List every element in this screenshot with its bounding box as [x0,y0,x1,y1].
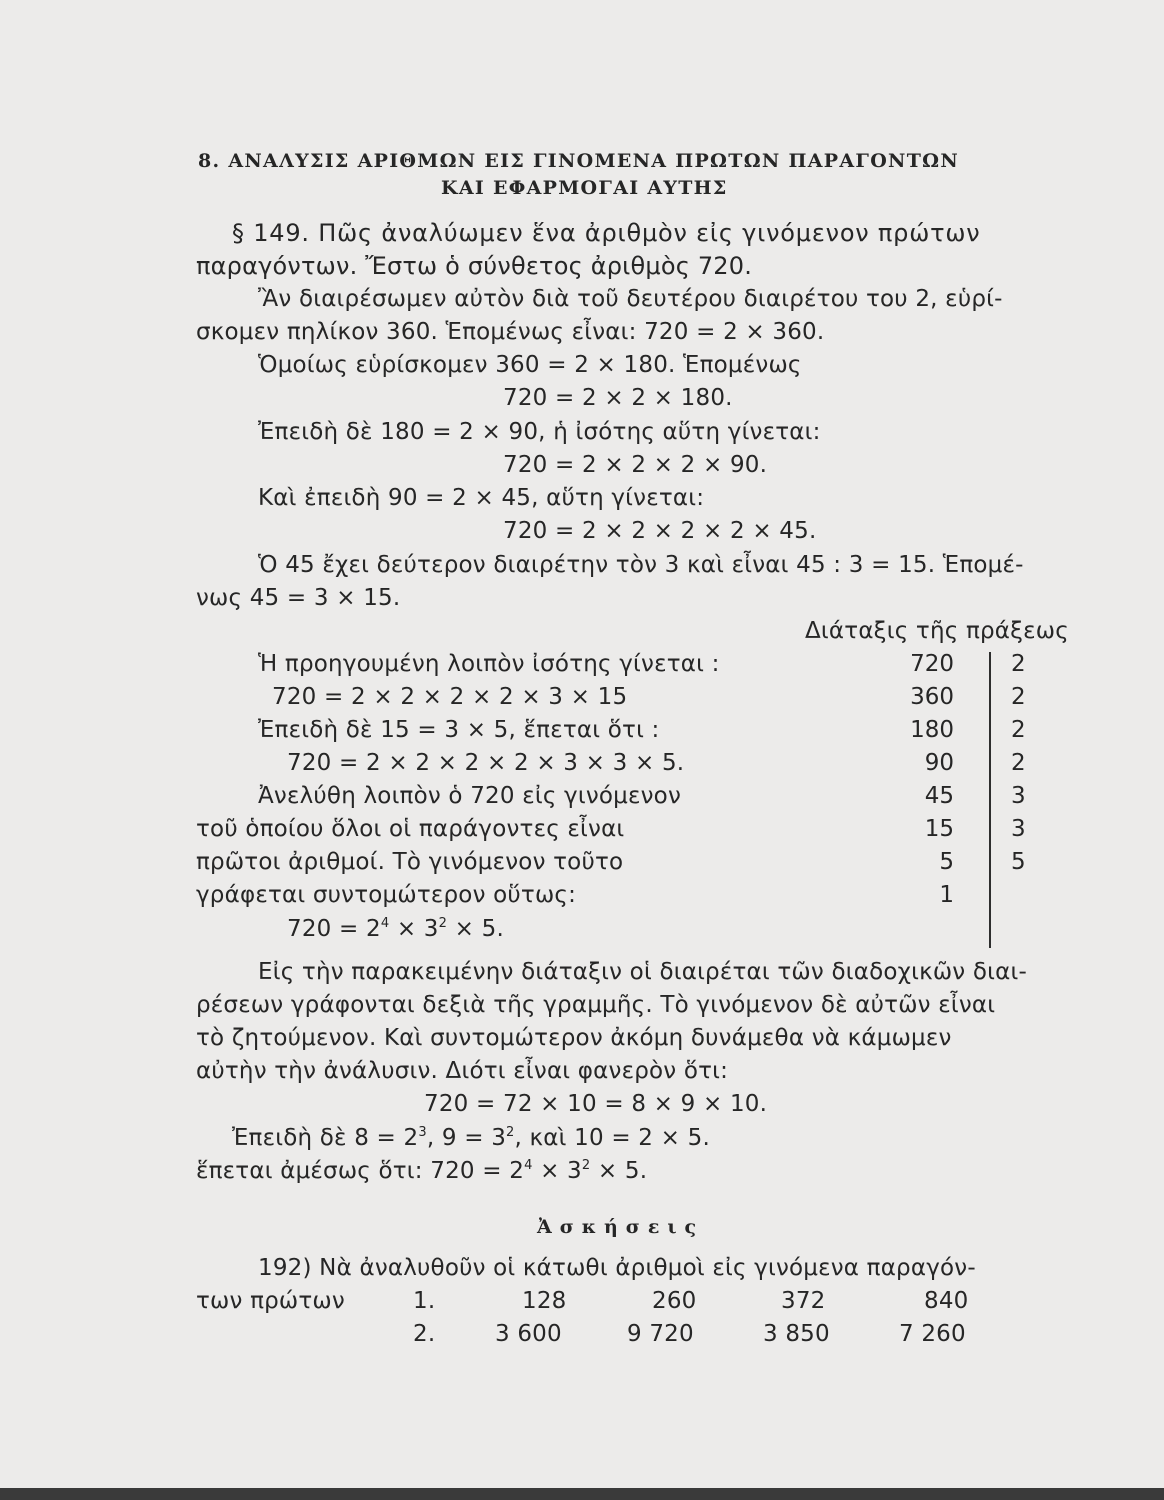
equation-part: × 5. [447,916,504,942]
equation-part: × 5. [590,1158,648,1184]
paragraph-line: τὸ ζητούμενον. Καὶ συντομώτερον ἀκόμη δυνάμεθα νὰ κάμωμεν [196,1025,952,1051]
exercise-row-label: 2. [413,1321,436,1347]
equation: 720 = 72 × 10 = 8 × 9 × 10. [424,1091,768,1117]
paragraph-line [232,1123,710,1153]
exercise-value: 128 [522,1288,567,1314]
paragraph-line: Καὶ ἐπειδὴ 90 = 2 × 45, αὕτη γίνεται: [258,485,705,511]
table-number: 45 [924,783,954,809]
scan-bottom-edge [0,1488,1164,1500]
exponent: 2 [438,916,448,931]
exercise-intro-line: των πρώτων [196,1288,345,1314]
division-table-header: Διάταξις τῆς πράξεως [805,618,1069,644]
paragraph-line: § 149. Πῶς ἀναλύωμεν ἕνα ἀριθμὸν εἰς γινόμενον πρώτων [232,219,981,247]
paragraph-line: Ὁ 45 ἔχει δεύτερον διαιρέτην τὸν 3 καὶ εἶναι 45 : 3 = 15. Ἑπομέ- [258,552,1024,578]
equation: 720 = 2 × 2 × 2 × 2 × 3 × 15 [272,684,628,710]
table-number: 180 [910,717,954,743]
equation: 720 = 2 × 2 × 2 × 2 × 3 × 3 × 5. [287,750,685,776]
exercise-value: 372 [781,1288,826,1314]
paragraph-line: τοῦ ὁποίου ὅλοι οἱ παράγοντες εἶναι [196,816,625,842]
table-divisor: 3 [1011,783,1026,809]
exercise-value: 9 720 [627,1321,694,1347]
paragraph-line: Εἰς τὴν παρακειμένην διάταξιν οἱ διαιρέται τῶν διαδοχικῶν διαι- [258,959,1027,985]
paragraph-line: σκομεν πηλίκον 360. Ἑπομένως εἶναι: 720 = 2 × 360. [196,319,825,345]
exercise-value: 3 850 [763,1321,830,1347]
equation: 720 = 2 × 2 × 180. [503,385,733,411]
exercises-title: Ἀσκήσεις [537,1216,705,1238]
exponent: 4 [380,916,390,931]
paragraph-line: αὐτὴν τὴν ἀνάλυσιν. Διότι εἶναι φανερὸν ὅτι: [196,1058,729,1084]
exponent: 2 [581,1158,591,1173]
equation-part: ἕπεται ἀμέσως ὅτι: 720 = 2 [196,1158,525,1184]
paragraph-line: Ἀνελύθη λοιπὸν ὁ 720 εἰς γινόμενον [258,783,682,809]
table-number: 15 [924,816,954,842]
equation: 720 = 2 × 2 × 2 × 90. [503,452,768,478]
table-divisor: 2 [1011,651,1026,677]
equation-part: , 9 = 3 [426,1125,507,1151]
table-number: 90 [924,750,954,776]
table-number: 720 [910,651,954,677]
paragraph-line: γράφεται συντομώτερον οὕτως: [196,882,577,908]
paragraph-line: πρῶτοι ἀριθμοί. Τὸ γινόμενον τοῦτο [196,849,624,875]
equation-part: × 3 [389,916,439,942]
table-divisor: 2 [1011,750,1026,776]
section-heading-line2: ΚΑΙ ΕΦΑΡΜΟΓΑΙ ΑΥΤΗΣ [441,177,728,199]
exponent: 4 [524,1158,533,1173]
equation-part: 720 = 2 [287,916,381,942]
equation [287,914,504,944]
exercise-value: 7 260 [899,1321,966,1347]
paragraph-line: παραγόντων. Ἔστω ὁ σύνθετος ἀριθμὸς 720. [196,252,753,280]
paragraph-line: Ἂν διαιρέσωμεν αὐτὸν διὰ τοῦ δευτέρου διαιρέτου του 2, εὑρί- [258,286,1003,312]
paragraph-line [196,1156,647,1186]
exercise-value: 840 [924,1288,969,1314]
exercise-value: 260 [652,1288,697,1314]
table-number: 5 [939,849,954,875]
table-divisor: 2 [1011,684,1026,710]
exercise-intro-line: 192) Νὰ ἀναλυθοῦν οἱ κάτωθι ἀριθμοὶ εἰς γινόμενα παραγόν- [258,1255,976,1281]
section-heading-line1: 8. ΑΝΑΛΥΣΙΣ ΑΡΙΘΜΩΝ ΕΙΣ ΓΙΝΟΜΕΝΑ ΠΡΩΤΩΝ ΠΑΡΑΓΟΝΤΩΝ [198,150,960,172]
table-divisor: 5 [1011,849,1026,875]
paragraph-line: Ὁμοίως εὑρίσκομεν 360 = 2 × 180. Ἑπομένως [258,352,802,378]
exercise-value: 3 600 [495,1321,562,1347]
equation-part: , καὶ 10 = 2 × 5. [514,1125,710,1151]
equation: 720 = 2 × 2 × 2 × 2 × 45. [503,518,817,544]
paragraph-line: Ἡ προηγουμένη λοιπὸν ἰσότης γίνεται : [258,651,720,677]
table-divisor: 3 [1011,816,1026,842]
table-number: 360 [910,684,954,710]
exponent: 2 [506,1125,515,1140]
division-divider-line [989,652,991,948]
paragraph-line: νως 45 = 3 × 15. [196,585,401,611]
table-number: 1 [939,882,954,908]
table-divisor: 2 [1011,717,1026,743]
paragraph-line: Ἐπειδὴ δὲ 180 = 2 × 90, ἡ ἰσότης αὕτη γίνεται: [258,419,821,445]
equation-part: Ἐπειδὴ δὲ 8 = 2 [232,1125,419,1151]
exercise-row-label: 1. [413,1288,436,1314]
equation-part: × 3 [532,1158,582,1184]
paragraph-line: Ἐπειδὴ δὲ 15 = 3 × 5, ἕπεται ὅτι : [258,717,660,743]
exponent: 3 [418,1125,427,1140]
paragraph-line: ρέσεων γράφονται δεξιὰ τῆς γραμμῆς. Τὸ γινόμενον δὲ αὐτῶν εἶναι [196,992,996,1018]
